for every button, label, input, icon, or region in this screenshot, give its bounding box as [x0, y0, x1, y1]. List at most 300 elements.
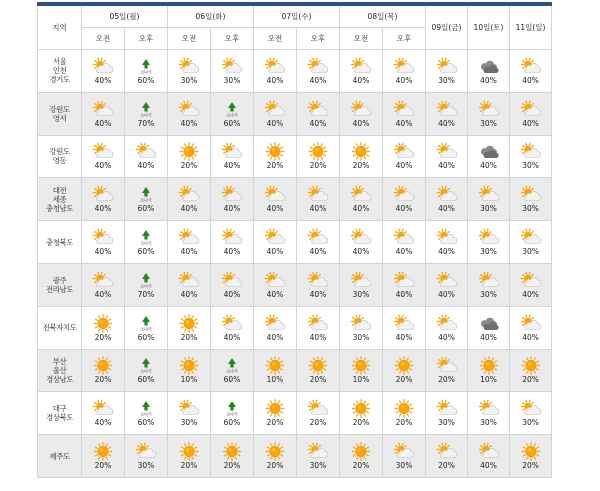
sunny-icon	[264, 442, 286, 461]
forecast-cell-content	[297, 356, 339, 384]
forecast-cell-content	[82, 142, 124, 170]
partly-cloudy-icon	[520, 185, 542, 204]
region-label-line: 인천	[52, 66, 67, 76]
sunny-icon	[92, 442, 114, 461]
forecast-cell	[125, 263, 168, 306]
forecast-cell-content	[426, 100, 467, 128]
partly-cloudy-icon	[393, 100, 415, 119]
partly-cloudy-icon	[393, 185, 415, 204]
precip-probability: 40%	[94, 161, 112, 171]
precip-probability: 10%	[266, 375, 284, 385]
partly-cloudy-icon	[135, 442, 157, 461]
cloudy-icon	[478, 142, 500, 161]
forecast-cell	[254, 50, 297, 93]
partly-cloudy-icon	[350, 314, 372, 333]
forecast-cell	[125, 349, 168, 392]
precip-probability: 40%	[438, 247, 455, 257]
precip-probability: 40%	[94, 418, 112, 428]
table-row	[38, 178, 552, 221]
precip-probability: 40%	[395, 247, 413, 257]
precip-probability: 40%	[438, 332, 455, 342]
precip-probability: 40%	[438, 161, 455, 171]
partly-cloudy-icon	[436, 100, 458, 119]
partly-cloudy-icon	[264, 100, 286, 119]
precip-probability: 20%	[522, 461, 539, 471]
partly-cloudy-icon	[178, 271, 200, 290]
forecast-cell	[383, 435, 426, 478]
sunny-icon	[307, 356, 329, 375]
forecast-cell	[340, 92, 383, 135]
precip-probability: 20%	[352, 461, 370, 471]
forecast-cell-content	[383, 314, 425, 342]
region-label	[38, 263, 82, 306]
precip-probability: 40%	[438, 204, 455, 214]
forecast-cell-content	[510, 442, 551, 470]
forecast-cell	[211, 92, 254, 135]
am-header: 오전	[340, 28, 383, 50]
forecast-cell	[168, 263, 211, 306]
partly-cloudy-icon	[436, 271, 458, 290]
precip-probability: 40%	[438, 289, 455, 299]
forecast-cell	[426, 306, 468, 349]
forecast-cell	[168, 435, 211, 478]
forecast-cell-content	[468, 271, 509, 299]
forecast-cell	[340, 435, 383, 478]
partly-cloudy-icon	[92, 100, 114, 119]
precip-probability: 30%	[438, 418, 455, 428]
partly-cloudy-icon	[520, 100, 542, 119]
precip-probability: 40%	[480, 461, 497, 471]
forecast-cell	[125, 50, 168, 93]
table-row	[38, 92, 552, 135]
svg-text:소나기: 소나기	[226, 112, 238, 118]
forecast-cell-content	[510, 314, 551, 342]
forecast-body	[38, 50, 552, 478]
table-row	[38, 435, 552, 478]
forecast-cell	[510, 221, 552, 264]
sunny-icon	[178, 314, 200, 333]
forecast-cell-content	[426, 228, 467, 256]
forecast-cell	[125, 135, 168, 178]
precip-probability: 60%	[223, 375, 241, 385]
forecast-cell-content	[211, 228, 253, 256]
precip-probability: 40%	[266, 204, 284, 214]
pm-header: 오후	[211, 28, 254, 50]
day-header-10: 10일(토)	[468, 6, 510, 50]
forecast-cell	[82, 349, 125, 392]
forecast-cell	[168, 135, 211, 178]
svg-text:소나기: 소나기	[140, 283, 152, 289]
forecast-cell-content	[383, 399, 425, 427]
partly-cloudy-icon	[92, 142, 114, 161]
day-header-06: 06일(화)	[168, 6, 254, 28]
svg-text:소나기: 소나기	[140, 368, 152, 374]
rain-shower-icon	[135, 100, 157, 119]
svg-text:소나기: 소나기	[226, 368, 238, 374]
forecast-cell	[125, 392, 168, 435]
day-header-08: 08일(목)	[340, 6, 426, 28]
forecast-cell	[82, 435, 125, 478]
table-row	[38, 135, 552, 178]
precip-probability: 30%	[180, 75, 198, 85]
forecast-cell	[468, 50, 510, 93]
day-header-row	[38, 6, 552, 28]
precip-probability: 20%	[309, 375, 327, 385]
forecast-cell-content	[254, 442, 296, 470]
forecast-cell-content	[468, 228, 509, 256]
forecast-cell-content	[211, 185, 253, 213]
table-row	[38, 221, 552, 264]
partly-cloudy-icon	[478, 399, 500, 418]
forecast-cell-content	[468, 314, 509, 342]
forecast-cell-content	[426, 314, 467, 342]
forecast-cell-content	[211, 142, 253, 170]
precip-probability: 40%	[266, 247, 284, 257]
forecast-cell	[82, 50, 125, 93]
precip-probability: 40%	[94, 118, 112, 128]
forecast-cell	[426, 392, 468, 435]
forecast-cell	[125, 435, 168, 478]
partly-cloudy-icon	[520, 228, 542, 247]
precip-probability: 40%	[223, 161, 241, 171]
svg-text:소나기: 소나기	[140, 69, 152, 75]
precip-probability: 40%	[309, 289, 327, 299]
partly-cloudy-icon	[92, 399, 114, 418]
partly-cloudy-icon	[393, 314, 415, 333]
forecast-cell	[168, 349, 211, 392]
precip-probability: 40%	[180, 204, 198, 214]
region-label-line: 경기도	[49, 75, 70, 85]
forecast-cell	[383, 50, 426, 93]
precip-probability: 30%	[309, 461, 327, 471]
forecast-cell-content	[211, 57, 253, 85]
precip-probability: 40%	[395, 161, 413, 171]
forecast-cell	[426, 178, 468, 221]
precip-probability: 40%	[94, 247, 112, 257]
weekly-forecast-table	[37, 2, 552, 478]
precip-probability: 70%	[137, 289, 155, 299]
forecast-cell-content	[340, 399, 382, 427]
forecast-cell-content	[340, 228, 382, 256]
precip-probability: 10%	[180, 375, 198, 385]
forecast-cell-content	[426, 57, 467, 85]
forecast-cell-content	[211, 314, 253, 342]
forecast-cell	[383, 92, 426, 135]
rain-shower-icon	[135, 185, 157, 204]
precip-probability: 40%	[309, 204, 327, 214]
partly-cloudy-icon	[520, 57, 542, 76]
precip-probability: 20%	[309, 418, 327, 428]
svg-text:소나기: 소나기	[140, 197, 152, 203]
forecast-cell-content	[82, 57, 124, 85]
forecast-cell	[82, 135, 125, 178]
precip-probability: 30%	[395, 461, 413, 471]
precip-probability: 60%	[137, 332, 155, 342]
precip-probability: 40%	[352, 204, 370, 214]
forecast-cell-content	[297, 185, 339, 213]
forecast-cell	[383, 392, 426, 435]
region-label	[38, 92, 82, 135]
forecast-cell-content	[510, 399, 551, 427]
forecast-cell-content	[254, 142, 296, 170]
sunny-icon	[478, 356, 500, 375]
region-label	[38, 135, 82, 178]
precip-probability: 20%	[395, 375, 413, 385]
partly-cloudy-icon	[264, 314, 286, 333]
forecast-cell-content	[254, 228, 296, 256]
sunny-icon	[178, 356, 200, 375]
precip-probability: 40%	[309, 247, 327, 257]
precip-probability: 40%	[309, 332, 327, 342]
partly-cloudy-icon	[350, 228, 372, 247]
forecast-cell-content	[426, 185, 467, 213]
forecast-cell-content	[254, 271, 296, 299]
forecast-cell-content	[168, 228, 210, 256]
forecast-cell	[468, 135, 510, 178]
forecast-cell-content	[468, 185, 509, 213]
forecast-cell	[82, 178, 125, 221]
region-label-line: 충청북도	[46, 237, 73, 247]
precip-probability: 40%	[266, 118, 284, 128]
region-label-line: 세종	[52, 194, 67, 204]
partly-cloudy-icon	[264, 57, 286, 76]
forecast-cell-content	[297, 399, 339, 427]
region-label	[38, 392, 82, 435]
precip-probability: 20%	[266, 461, 284, 471]
sunny-icon	[92, 356, 114, 375]
forecast-cell-content	[82, 185, 124, 213]
precip-probability: 20%	[309, 161, 327, 171]
forecast-cell	[340, 50, 383, 93]
day-header-09: 09일(금)	[426, 6, 468, 50]
partly-cloudy-icon	[92, 228, 114, 247]
sunny-icon	[307, 142, 329, 161]
region-label-line: 경상북도	[46, 413, 73, 423]
precip-probability: 30%	[480, 418, 497, 428]
forecast-cell	[297, 178, 340, 221]
forecast-cell-content	[340, 271, 382, 299]
forecast-cell	[168, 50, 211, 93]
precip-probability: 30%	[180, 418, 198, 428]
forecast-cell-content	[211, 271, 253, 299]
forecast-cell	[297, 263, 340, 306]
forecast-cell-content	[340, 442, 382, 470]
precip-probability: 40%	[395, 118, 413, 128]
forecast-cell-content	[510, 57, 551, 85]
forecast-cell	[383, 306, 426, 349]
forecast-cell	[211, 178, 254, 221]
forecast-cell-content	[510, 271, 551, 299]
forecast-cell	[426, 349, 468, 392]
region-label	[38, 306, 82, 349]
am-header: 오전	[168, 28, 211, 50]
precip-probability: 60%	[137, 75, 155, 85]
rain-shower-icon	[135, 314, 157, 333]
forecast-cell-content	[211, 442, 253, 470]
partly-cloudy-icon	[307, 185, 329, 204]
precip-probability: 40%	[309, 118, 327, 128]
precip-probability: 20%	[94, 332, 112, 342]
forecast-cell-content	[297, 57, 339, 85]
region-label-line: 대구	[52, 404, 67, 414]
forecast-cell	[211, 50, 254, 93]
forecast-cell-content	[468, 399, 509, 427]
partly-cloudy-icon	[478, 271, 500, 290]
partly-cloudy-icon	[436, 356, 458, 375]
forecast-cell	[510, 392, 552, 435]
forecast-cell-content	[383, 356, 425, 384]
forecast-cell	[510, 306, 552, 349]
forecast-cell	[468, 92, 510, 135]
partly-cloudy-icon	[350, 185, 372, 204]
precip-probability: 40%	[266, 75, 284, 85]
forecast-cell	[254, 135, 297, 178]
partly-cloudy-icon	[92, 185, 114, 204]
forecast-cell-content	[468, 57, 509, 85]
precip-probability: 40%	[223, 247, 241, 257]
forecast-cell	[297, 135, 340, 178]
forecast-cell	[468, 392, 510, 435]
forecast-cell	[426, 50, 468, 93]
forecast-cell-content	[254, 399, 296, 427]
forecast-cell-content	[168, 356, 210, 384]
partly-cloudy-icon	[307, 228, 329, 247]
forecast-cell	[297, 92, 340, 135]
forecast-cell	[510, 435, 552, 478]
precip-probability: 60%	[137, 247, 155, 257]
forecast-cell	[254, 349, 297, 392]
precip-probability: 40%	[522, 289, 539, 299]
precip-probability: 30%	[480, 247, 497, 257]
partly-cloudy-icon	[264, 271, 286, 290]
forecast-cell-content	[383, 57, 425, 85]
partly-cloudy-icon	[178, 228, 200, 247]
forecast-cell-content	[297, 442, 339, 470]
precip-probability: 40%	[180, 289, 198, 299]
precip-probability: 60%	[223, 118, 241, 128]
forecast-cell	[510, 92, 552, 135]
forecast-cell-content	[468, 356, 509, 384]
precip-probability: 40%	[438, 118, 455, 128]
forecast-cell-content	[125, 399, 167, 427]
forecast-cell-content	[168, 399, 210, 427]
region-label	[38, 221, 82, 264]
sunny-icon	[264, 356, 286, 375]
forecast-cell-content	[340, 57, 382, 85]
forecast-cell-content	[125, 100, 167, 128]
precip-probability: 60%	[223, 418, 241, 428]
forecast-cell-content	[510, 185, 551, 213]
region-label-line: 경상남도	[46, 374, 73, 384]
precip-probability: 20%	[266, 418, 284, 428]
region-label-line: 서울	[52, 57, 67, 67]
forecast-cell	[168, 392, 211, 435]
region-label	[38, 435, 82, 478]
am-header: 오전	[254, 28, 297, 50]
partly-cloudy-icon	[307, 271, 329, 290]
forecast-cell-content	[211, 356, 253, 384]
forecast-cell	[254, 221, 297, 264]
forecast-cell-content	[125, 142, 167, 170]
forecast-cell	[468, 221, 510, 264]
precip-probability: 40%	[266, 332, 284, 342]
forecast-cell	[168, 92, 211, 135]
precip-probability: 40%	[180, 118, 198, 128]
forecast-cell-content	[82, 228, 124, 256]
forecast-cell	[125, 306, 168, 349]
region-label-line: 광주	[52, 275, 67, 285]
forecast-cell-content	[426, 399, 467, 427]
forecast-cell	[340, 135, 383, 178]
forecast-cell	[340, 263, 383, 306]
partly-cloudy-icon	[478, 228, 500, 247]
partly-cloudy-icon	[520, 271, 542, 290]
region-label-line: 전북자치도	[42, 323, 77, 333]
forecast-cell-content	[168, 271, 210, 299]
forecast-cell-content	[82, 356, 124, 384]
forecast-cell-content	[125, 228, 167, 256]
forecast-cell	[426, 435, 468, 478]
forecast-cell-content	[168, 314, 210, 342]
sunny-icon	[393, 399, 415, 418]
partly-cloudy-icon	[436, 442, 458, 461]
partly-cloudy-icon	[436, 185, 458, 204]
forecast-cell	[254, 392, 297, 435]
forecast-cell-content	[510, 142, 551, 170]
am-header: 오전	[82, 28, 125, 50]
precip-probability: 20%	[223, 461, 241, 471]
forecast-cell	[510, 178, 552, 221]
precip-probability: 40%	[223, 332, 241, 342]
forecast-cell	[82, 92, 125, 135]
forecast-cell-content	[340, 356, 382, 384]
region-label-line: 영서	[52, 113, 67, 123]
partly-cloudy-icon	[221, 228, 243, 247]
region-label	[38, 349, 82, 392]
forecast-cell	[383, 349, 426, 392]
table-row	[38, 50, 552, 93]
forecast-cell-content	[297, 142, 339, 170]
forecast-cell-content	[297, 271, 339, 299]
forecast-cell	[168, 306, 211, 349]
precip-probability: 30%	[480, 118, 497, 128]
forecast-cell-content	[168, 442, 210, 470]
partly-cloudy-icon	[478, 185, 500, 204]
forecast-cell	[297, 435, 340, 478]
rain-shower-icon	[221, 100, 243, 119]
precip-probability: 40%	[352, 118, 370, 128]
precip-probability: 40%	[309, 75, 327, 85]
partly-cloudy-icon	[436, 314, 458, 333]
region-label-line: 대전	[52, 185, 67, 195]
region-label-line: 부산	[52, 356, 67, 366]
forecast-cell-content	[82, 271, 124, 299]
precip-probability: 60%	[137, 375, 155, 385]
forecast-cell-content	[125, 271, 167, 299]
precip-probability: 20%	[180, 161, 198, 171]
region-label	[38, 50, 82, 93]
partly-cloudy-icon	[307, 442, 329, 461]
forecast-cell	[211, 263, 254, 306]
forecast-cell	[340, 221, 383, 264]
forecast-cell	[82, 221, 125, 264]
precip-probability: 70%	[137, 118, 155, 128]
precip-probability: 20%	[180, 332, 198, 342]
forecast-cell	[82, 263, 125, 306]
forecast-cell-content	[383, 442, 425, 470]
forecast-cell	[340, 349, 383, 392]
svg-text:소나기: 소나기	[140, 240, 152, 246]
